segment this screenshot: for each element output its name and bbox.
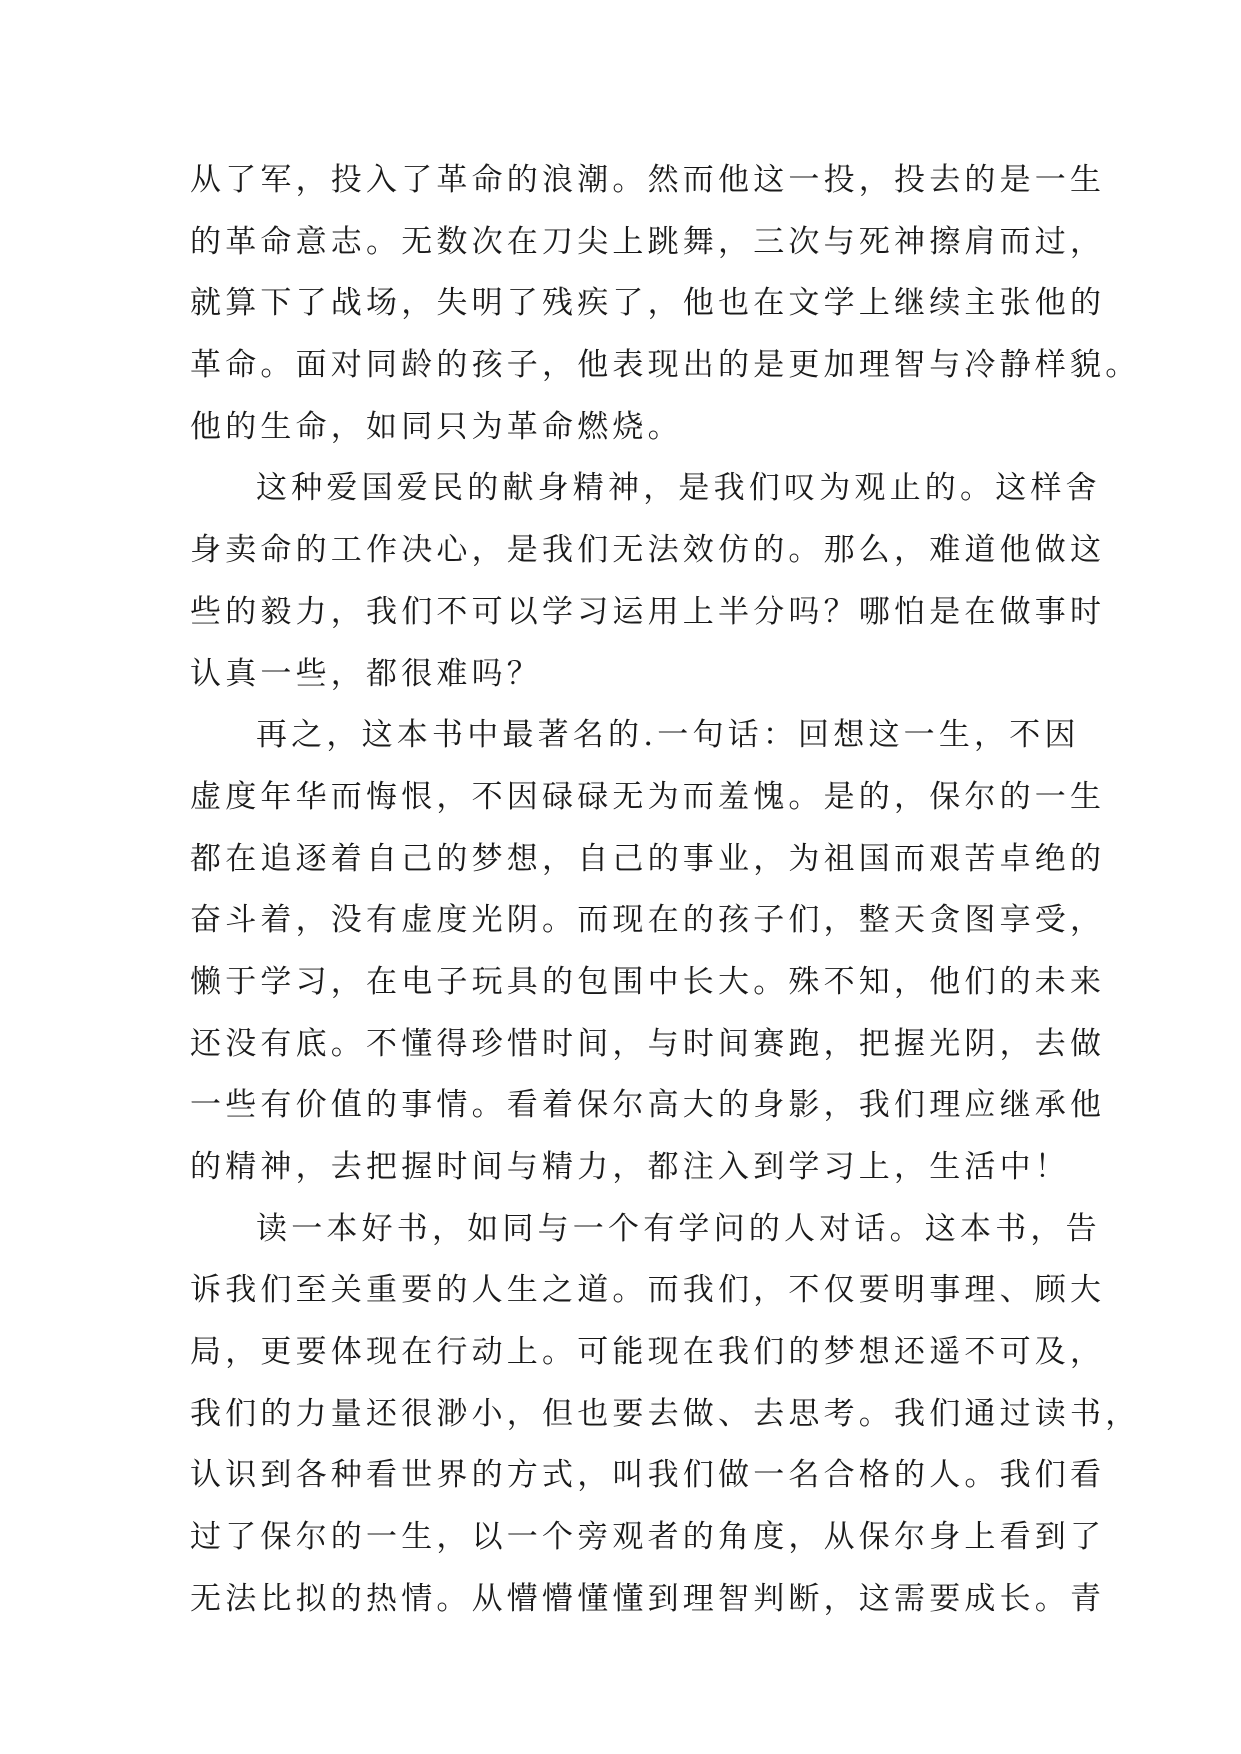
text-line: 些的毅力，我们不可以学习运用上半分吗？哪怕是在做事时 xyxy=(190,593,1106,630)
text-line: 这种爱国爱民的献身精神，是我们叹为观止的。这样舍 xyxy=(256,470,1101,507)
text-line: 就算下了战场，失明了残疾了，他也在文学上继续主张他的 xyxy=(190,285,1106,322)
text-line: 认真一些，都很难吗？ xyxy=(190,655,542,692)
text-line: 诉我们至关重要的人生之道。而我们，不仅要明事理、顾大 xyxy=(190,1272,1106,1309)
text-line: 都在追逐着自己的梦想，自己的事业，为祖国而艰苦卓绝的 xyxy=(190,840,1106,877)
text-line: 虚度年华而悔恨，不因碌碌无为而羞愧。是的，保尔的一生 xyxy=(190,778,1106,815)
text-line: 过了保尔的一生，以一个旁观者的角度，从保尔身上看到了 xyxy=(190,1519,1106,1556)
text-line: 读一本好书，如同与一个有学问的人对话。这本书，告 xyxy=(256,1210,1101,1247)
text-line: 身卖命的工作决心，是我们无法效仿的。那么，难道他做这 xyxy=(190,532,1106,569)
text-line: 一些有价值的事情。看着保尔高大的身影，我们理应继承他 xyxy=(190,1087,1106,1124)
text-line: 从了军，投入了革命的浪潮。然而他这一投，投去的是一生 xyxy=(190,162,1106,198)
text-line: 他的生命，如同只为革命燃烧。 xyxy=(190,408,683,445)
text-line: 我们的力量还很渺小，但也要去做、去思考。我们通过读书， xyxy=(190,1395,1141,1432)
text-line: 的革命意志。无数次在刀尖上跳舞，三次与死神擦肩而过， xyxy=(190,223,1106,260)
text-line: 再之，这本书中最著名的.一句话：回想这一生，不因 xyxy=(256,717,1080,754)
text-line: 革命。面对同龄的孩子，他表现出的是更加理智与冷静样貌。 xyxy=(190,347,1141,384)
text-line: 的精神，去把握时间与精力，都注入到学习上，生活中！ xyxy=(190,1149,1070,1185)
text-line: 懒于学习，在电子玩具的包围中长大。殊不知，他们的未来 xyxy=(190,963,1106,1000)
text-line: 无法比拟的热情。从懵懵懂懂到理智判断，这需要成长。青 xyxy=(190,1580,1106,1617)
text-line: 还没有底。不懂得珍惜时间，与时间赛跑，把握光阴，去做 xyxy=(190,1025,1106,1062)
text-line: 局，更要体现在行动上。可能现在我们的梦想还遥不可及， xyxy=(190,1334,1106,1371)
body-text xyxy=(190,150,1141,1631)
text-line: 认识到各种看世界的方式，叫我们做一名合格的人。我们看 xyxy=(190,1457,1106,1494)
text-line: 奋斗着，没有虚度光阴。而现在的孩子们，整天贪图享受， xyxy=(190,902,1106,939)
